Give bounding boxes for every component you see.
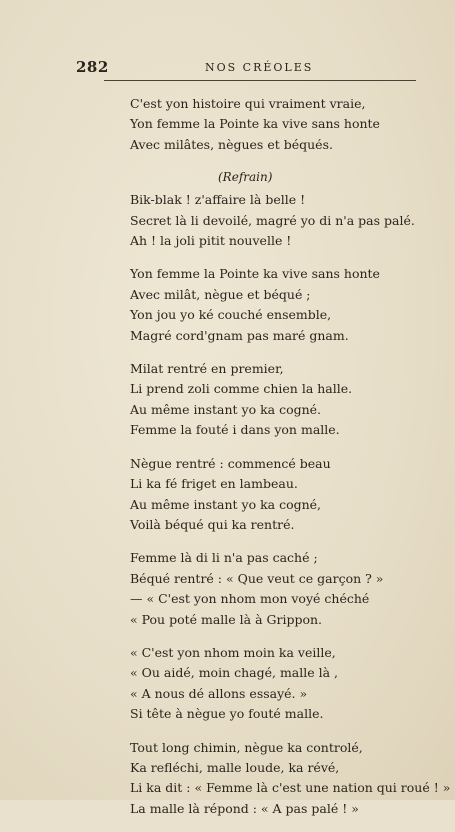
verse-line: Si tête à nègue yo fouté malle. [130, 706, 324, 722]
stanza-2 [130, 264, 440, 346]
page-header [70, 58, 415, 80]
verse-line: Béqué rentré : « Que veut ce garçon ? » [130, 570, 384, 586]
verse-line: Femme là di li n'a pas caché ; [130, 550, 318, 566]
verse-line: Voilà béqué qui ka rentré. [130, 516, 295, 532]
verse-line: Secret là li devoilé, magré yo di n'a pas palé. [130, 212, 415, 228]
header-rule [104, 80, 416, 81]
verse-line: Yon jou yo ké couché ensemble, [130, 307, 332, 323]
verse-line: Ka refléchi, malle loude, ka révé, [130, 759, 340, 775]
verse-line: Magré cord'gnam pas maré gnam. [130, 327, 349, 343]
verse-line: Li ka fé friget en lambeau. [130, 476, 298, 492]
verse-line: « Pou poté malle là à Grippon. [130, 611, 323, 627]
verse-line: Avec milâtes, nègues et béqués. [130, 136, 333, 152]
verse-line: Au même instant yo ka cogné. [130, 401, 322, 417]
verse-line: Milat rentré en premier, [130, 361, 284, 377]
verse-line: Ah ! la joli pitit nouvelle ! [130, 233, 292, 249]
stanza-7 [130, 738, 451, 820]
refrain-label: (Refrain) [218, 170, 273, 185]
verse-line: Avec milât, nègue et béqué ; [130, 286, 311, 302]
poem [130, 94, 451, 832]
stanza-3 [130, 359, 440, 441]
verse-line: « C'est yon nhom moin ka veille, [130, 644, 336, 660]
verse-line: C'est yon histoire qui vraiment vraie, [130, 96, 366, 111]
verse-line: Li prend zoli comme chien la halle. [130, 381, 353, 397]
verse-line: « Ou aidé, moin chagé, malle là , [130, 665, 339, 681]
stanza-4 [130, 454, 440, 536]
stanza-1 [130, 94, 440, 155]
verse-line: — « C'est yon nhom mon voyé chéché [130, 591, 370, 607]
verse-line: Tout long chimin, nègue ka controlé, [130, 739, 363, 755]
verse-line: Li ka dit : « Femme là c'est une nation qui roué ! » [130, 780, 451, 796]
verse-line: Au même instant yo ka cogné, [130, 496, 322, 512]
verse-line: Nègue rentré : commencé beau [130, 455, 331, 471]
running-title: NOS CRÉOLES [205, 61, 314, 74]
verse-line: Femme la fouté i dans yon malle. [130, 422, 340, 438]
verse-line: Bik-blak ! z'affaire là belle ! [130, 192, 306, 208]
stanza-5 [130, 548, 440, 630]
verse-line: Yon femme la Pointe ka vive sans honte [130, 116, 380, 132]
stanza-6 [130, 643, 440, 725]
verse-line: « A nous dé allons essayé. » [130, 685, 308, 701]
verse-line: La malle là répond : « A pas palé ! » [130, 800, 359, 816]
refrain [130, 190, 440, 251]
page-number: 282 [76, 58, 109, 76]
verse-line: Yon femme la Pointe ka vive sans honte [130, 266, 380, 282]
